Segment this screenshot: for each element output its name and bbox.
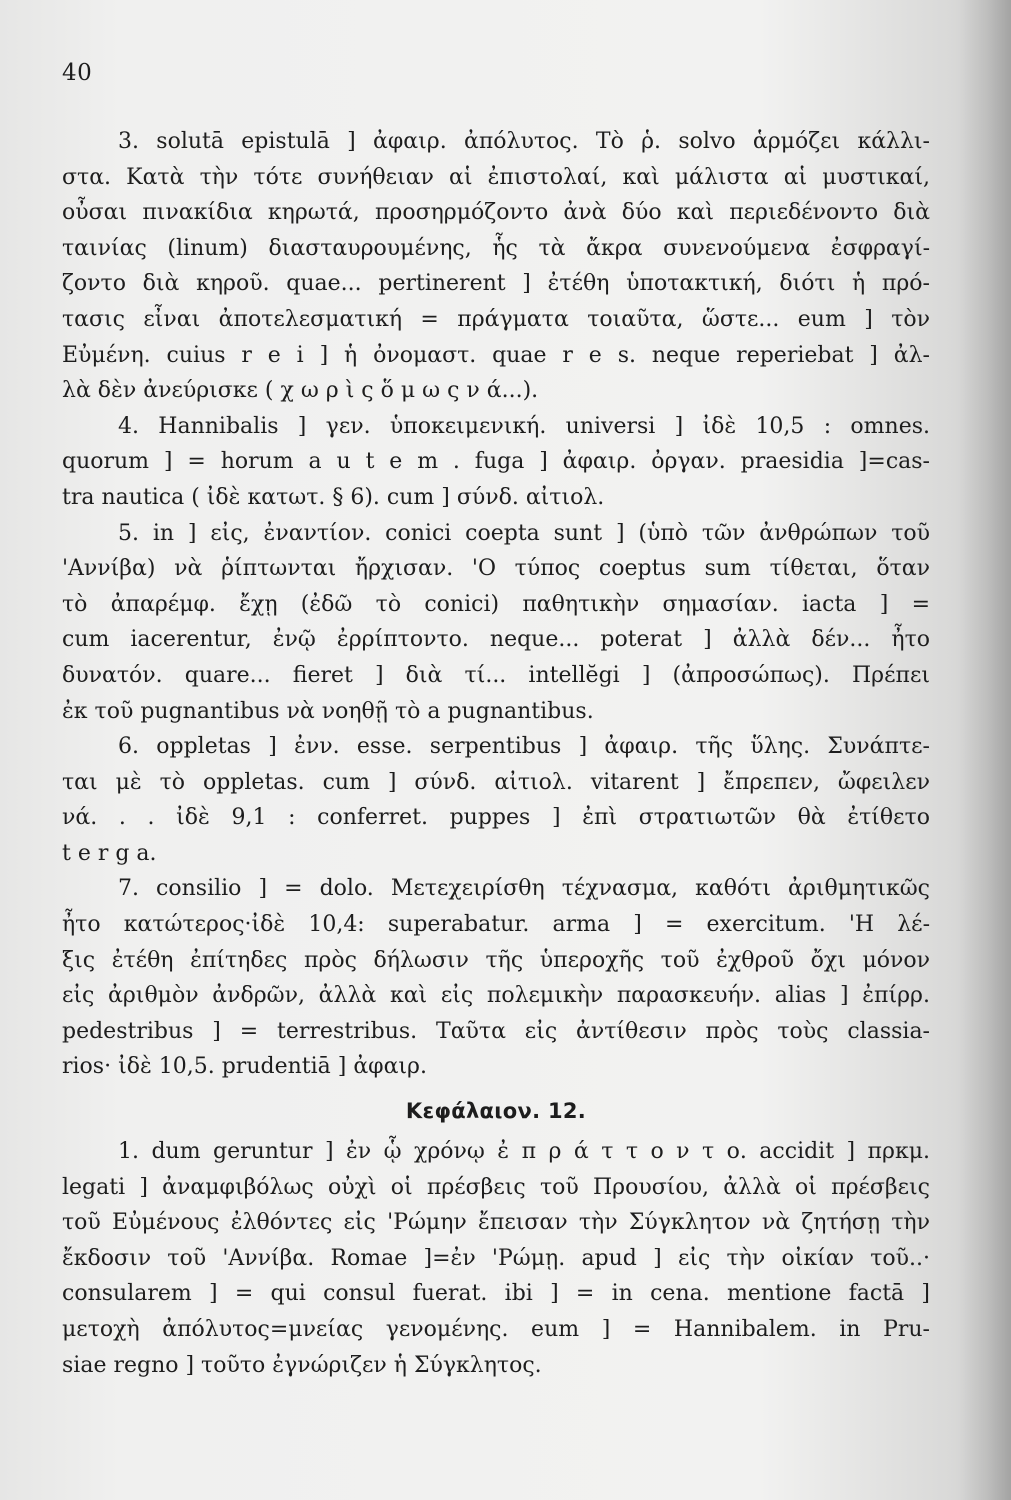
text-line: ται μὲ τὸ oppletas. cum ] σύνδ. αἰτιολ. vitarent ] ἔπρεπεν, ὤφειλεν: [62, 769, 930, 795]
text-line: 7. consilio ] = dolo. Μετεχειρίσθη τέχνασμα, καθότι ἀριθμητικῶς: [118, 876, 930, 902]
text-line: 6. oppletas ] ἐνν. esse. serpentibus ] ἀφαιρ. τῆς ὕλης. Συνάπτε-: [118, 734, 930, 760]
text-line: cum iacerentur, ἐνῷ ἐρρίπτοντο. neque... poterat ] ἀλλὰ δέν... ἦτο: [62, 627, 930, 653]
text-line: rios· ἰδὲ 10,5. prudentiā ] ἀφαιρ.: [62, 1054, 427, 1080]
text-line: quorum ] = horum a u t e m . fuga ] ἀφαιρ. ὀργαν. praesidia ]=cas-: [62, 449, 930, 475]
text-line: νά. . . ἰδὲ 9,1 : conferret. puppes ] ἐπὶ στρατιωτῶν θὰ ἐτίθετο: [62, 805, 930, 831]
text-line: λὰ δὲν ἀνεύρισκε ( χ ω ρ ὶ ς ὅ μ ω ς ν ά...).: [62, 378, 539, 404]
text-line: ταινίας (linum) διασταυρουμένης, ἧς τὰ ἄκρα συνενούμενα ἐσφραγί-: [62, 235, 930, 261]
text-line: tra nautica ( ἰδὲ κατωτ. § 6). cum ] σύνδ. αἰτιολ.: [62, 484, 605, 510]
text-line: εἰς ἀριθμὸν ἀνδρῶν, ἀλλὰ καὶ εἰς πολεμικὴν παρασκευήν. alias ] ἐπίρρ.: [62, 983, 930, 1009]
text-line: οὖσαι πινακίδια κηρωτά, προσηρμόζοντο ἀνὰ δύο καὶ περιεδένοντο διὰ: [62, 200, 930, 226]
text-line: ξις ἐτέθη ἐπίτηδες πρὸς δήλωσιν τῆς ὑπεροχῆς τοῦ ἐχθροῦ ὄχι μόνον: [62, 947, 930, 973]
spine-shadow: [959, 0, 1011, 1500]
chapter-heading: Κεφάλαιον. 12.: [405, 1099, 587, 1124]
text-line: 5. in ] εἰς, ἐναντίον. conici coepta sunt ] (ὑπὸ τῶν ἀνθρώπων τοῦ: [118, 520, 930, 546]
text-line: μετοχὴ ἀπόλυτος=μνείας γενομένης. eum ] = Hannibalem. in Pru-: [62, 1317, 930, 1342]
commentary-paragraph-4: [62, 409, 930, 516]
chapter-12-paragraph-1: [62, 1134, 930, 1383]
page-content: [62, 124, 930, 1383]
page-number: 40: [62, 60, 93, 86]
text-line: τασις εἶναι ἀποτελεσματική = πράγματα τοιαῦτα, ὥστε... eum ] τὸν: [62, 306, 930, 332]
text-line: 1. dum geruntur ] ἐν ᾧ χρόνῳ ἐ π ρ ά τ τ ο ν τ ο. accidit ] πρκμ.: [118, 1139, 930, 1165]
text-line: legati ] ἀναμφιβόλως οὐχὶ οἱ πρέσβεις τοῦ Προυσίου, ἀλλὰ οἱ πρέσβεις: [62, 1174, 930, 1200]
commentary-paragraph-5: [62, 516, 930, 730]
text-line: consularem ] = qui consul fuerat. ibi ] = in cena. mentione factā ]: [62, 1281, 930, 1307]
text-line: 'Αννίβα) νὰ ῥίπτωνται ἤρχισαν. 'Ο τύπος coeptus sum τίθεται, ὅταν: [62, 556, 930, 582]
text-line: 4. Hannibalis ] γεν. ὑποκειμενική. universi ] ἰδὲ 10,5 : omnes.: [118, 413, 930, 439]
commentary-paragraph-6: [62, 729, 930, 871]
text-line: ζοντο διὰ κηροῦ. quae... pertinerent ] ἐτέθη ὑποτακτική, διότι ἡ πρό-: [62, 271, 930, 297]
text-line: pedestribus ] = terrestribus. Ταῦτα εἰς ἀντίθεσιν πρὸς τοὺς classia-: [62, 1018, 930, 1044]
text-line: 3. solutā epistulā ] ἀφαιρ. ἀπόλυτος. Τὸ ῥ. solvo ἁρμόζει κάλλι-: [118, 129, 930, 154]
text-line: τοῦ Εὐμένους ἐλθόντες εἰς 'Ρώμην ἔπεισαν τὴν Σύγκλητον νὰ ζητήσῃ τὴν: [62, 1210, 930, 1236]
text-line: ἔκδοσιν τοῦ 'Αννίβα. Romae ]=ἐν 'Ρώμῃ. apud ] εἰς τὴν οἰκίαν τοῦ..·: [62, 1245, 930, 1271]
commentary-paragraph-3: [62, 124, 930, 409]
text-line: Εὐμένη. cuius r e i ] ἡ ὀνομαστ. quae r e s. neque reperiebat ] ἀλ-: [62, 342, 930, 368]
text-line: ἦτο κατώτερος·ἰδὲ 10,4: superabatur. arma ] = exercitum. 'Η λέ-: [62, 912, 930, 938]
text-line: t e r g a.: [62, 840, 157, 866]
text-line: τὸ ἀπαρέμφ. ἔχῃ (ἐδῶ τὸ conici) παθητικὴν σημασίαν. iacta ] =: [62, 591, 930, 617]
text-line: ἐκ τοῦ pugnantibus νὰ νοηθῇ τὸ a pugnantibus.: [62, 698, 594, 724]
text-line: στα. Κατὰ τὴν τότε συνήθειαν αἱ ἐπιστολαί, καὶ μάλιστα αἱ μυστικαί,: [62, 164, 930, 190]
commentary-paragraph-7: [62, 871, 930, 1085]
text-line: δυνατόν. quare... fieret ] διὰ τί... intellĕgi ] (ἀπροσώπως). Πρέπει: [62, 662, 930, 688]
text-line: siae regno ] τοῦτο ἐγνώριζεν ἡ Σύγκλητος.: [62, 1352, 542, 1378]
